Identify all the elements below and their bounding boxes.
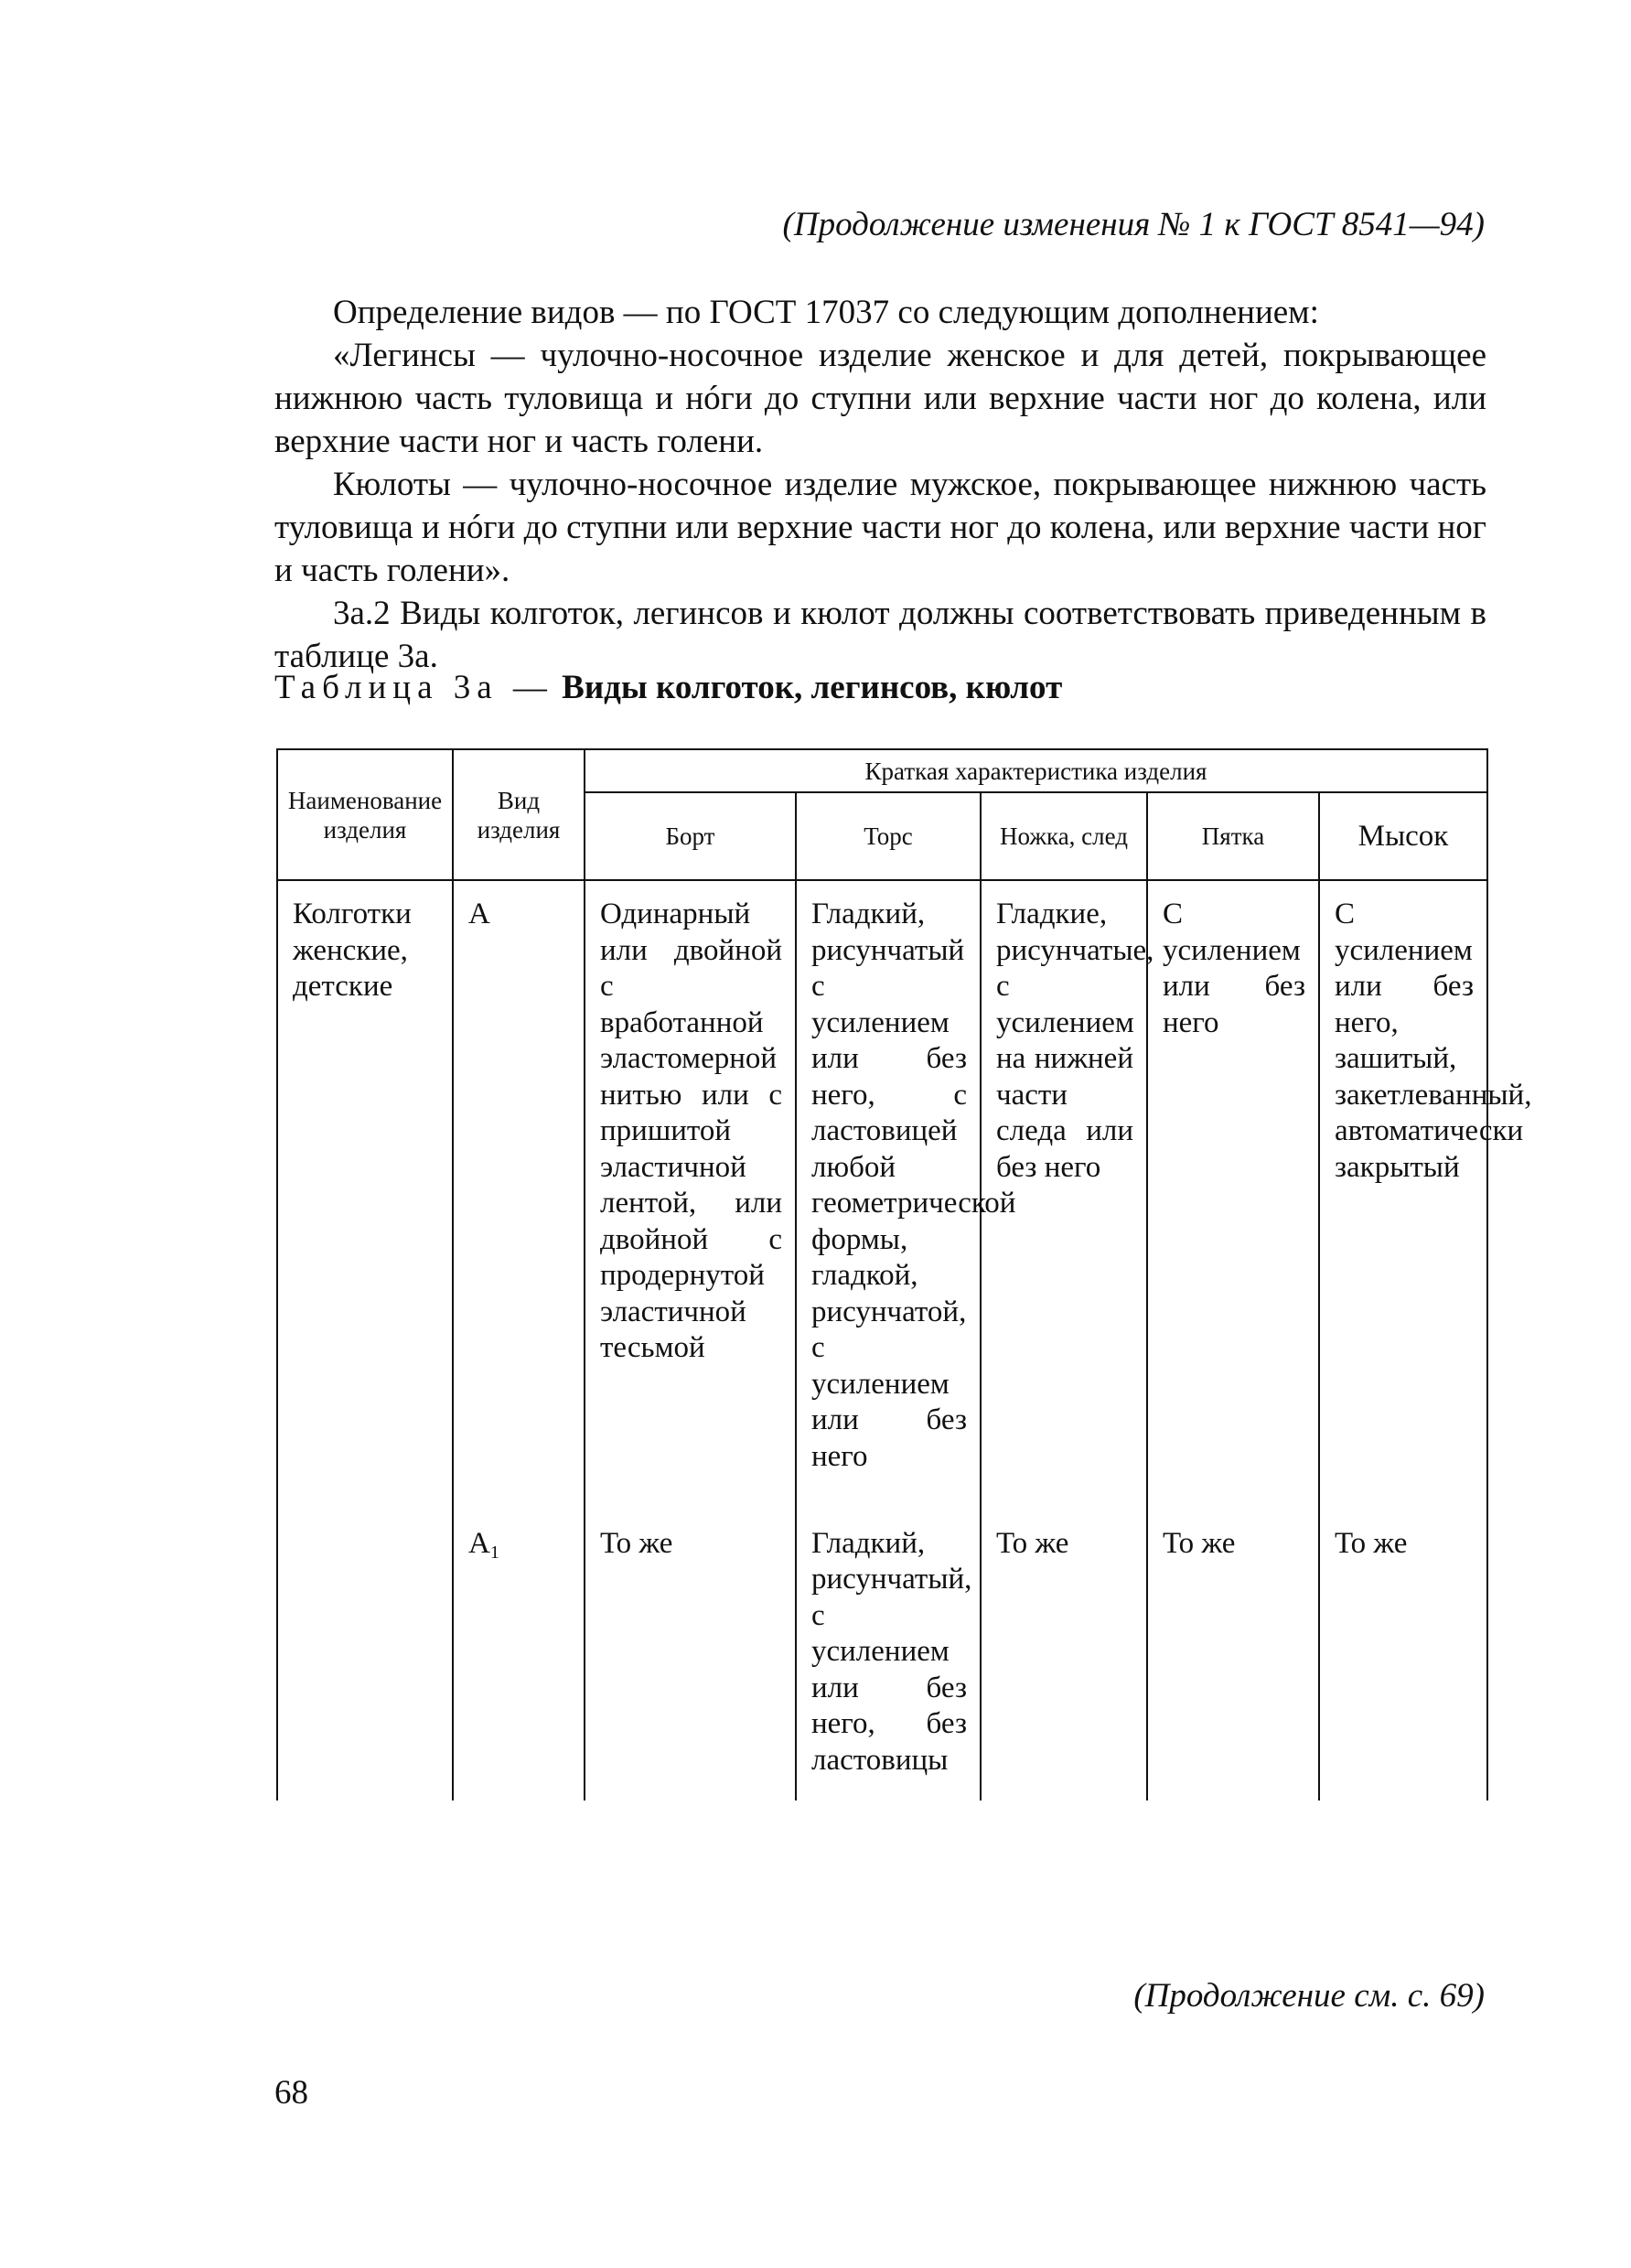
continuation-note: (Продолжение см. с. 69): [1133, 1977, 1485, 2015]
header-welt: Борт: [585, 792, 796, 880]
cell-product-type: $А_1$: [453, 1524, 585, 1800]
table-row: [277, 880, 1487, 1524]
cell-toe: С усилением или без него, зашитый, закетлеванный, автоматически закрытый: [1319, 880, 1487, 1524]
header-product-type: Вид изделия: [453, 749, 585, 880]
paragraph-culottes: Кюлоты — чулочно-носочное изделие мужское, покрывающее нижнюю часть туловища и нóги до ступни или верхние части ног до колена, или верхние части ног и часть голени».: [274, 466, 1486, 589]
header-body: Торс: [796, 792, 981, 880]
page-number: 68: [274, 2074, 308, 2112]
paragraph-types-requirement: 3а.2 Виды колготок, легинсов и кюлот должны соответствовать приведенным в таблице 3а.: [274, 595, 1486, 675]
header-toe: Мысок: [1319, 792, 1487, 880]
header-characteristics-group: Краткая характеристика изделия: [585, 749, 1487, 792]
cell-welt: Одинарный или двойной с вработанной эластомерной нитью или с пришитой эластичной лентой, или двойной с продернутой эластичной тесьмой: [585, 880, 796, 1524]
cell-leg: Гладкие, рисунчатые, с усилением на нижней части следа или без него: [981, 880, 1147, 1524]
types-table: [276, 748, 1532, 1800]
cell-body: Гладкий, рисунчатый с усилением или без него, с ластовицей любой геометрической формы, гладкой, рисунчатой, с усилением или без него: [796, 880, 981, 1524]
body-text: [274, 291, 1486, 678]
page-header: (Продолжение изменения № 1 к ГОСТ 8541—94): [782, 206, 1485, 243]
cell-leg: То же: [981, 1524, 1147, 1800]
cell-product-type: А: [453, 880, 585, 1524]
table-caption: [274, 668, 1062, 707]
table-caption-label: Таблица 3а —: [274, 669, 553, 706]
cell-heel: То же: [1147, 1524, 1319, 1800]
table-row: [277, 1524, 1487, 1800]
paragraph-definition: Определение видов — по ГОСТ 17037 со следующим дополнением:: [333, 294, 1319, 331]
table-caption-title: Виды колготок, легинсов, кюлот: [562, 669, 1063, 706]
cell-toe: То же: [1319, 1524, 1487, 1800]
cell-product-name: [277, 1524, 453, 1800]
header-product-name: Наименование изделия: [277, 749, 453, 880]
cell-product-name: Колготки женские, детские: [277, 880, 453, 1524]
cell-body: Гладкий, рисунчатый, с усилением или без него, без ластовицы: [796, 1524, 981, 1800]
cell-welt: То же: [585, 1524, 796, 1800]
cell-heel: С усилением или без него: [1147, 880, 1319, 1524]
header-leg: Ножка, след: [981, 792, 1147, 880]
paragraph-leggings: «Легинсы — чулочно-носочное изделие женское и для детей, покрывающее нижнюю часть туловища и нóги до ступни или верхние части ног до колена, или верхние части ног и часть голени.: [274, 337, 1486, 460]
header-heel: Пятка: [1147, 792, 1319, 880]
